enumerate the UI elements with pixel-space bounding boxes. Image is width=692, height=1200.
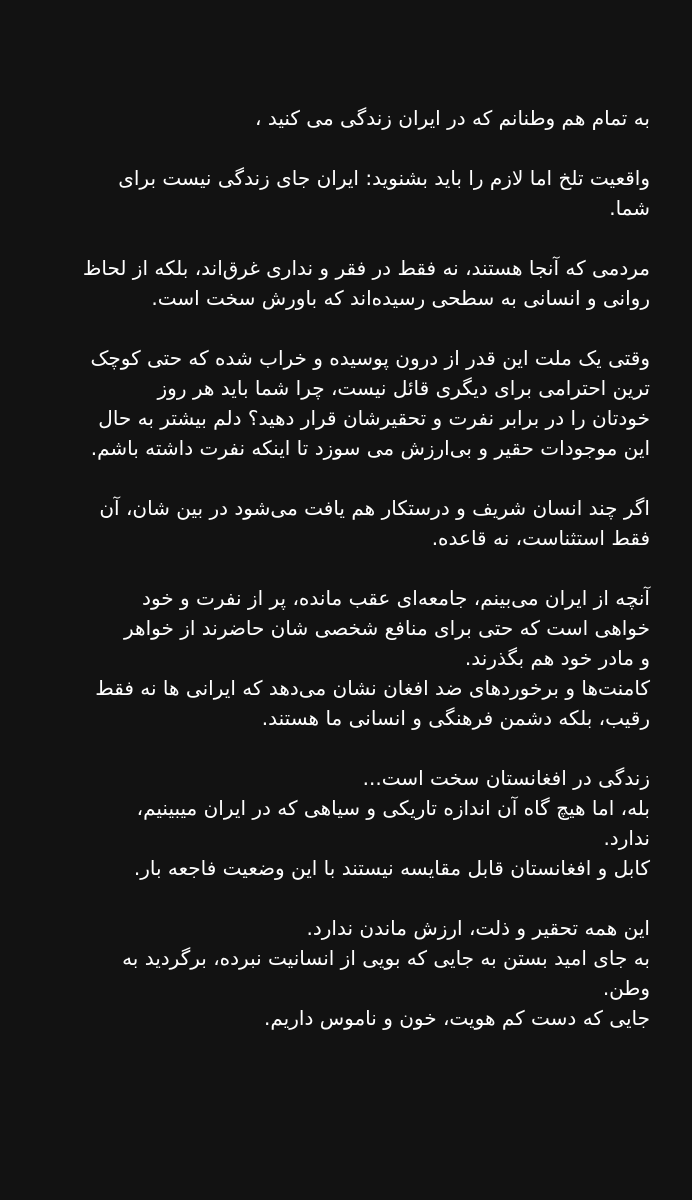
text-line: زندگی در افغانستان سخت است... (362, 766, 650, 790)
text-line: رقیب، بلکه دشمن فرهنگی و انسانی ما هستند. (261, 706, 650, 730)
text-line: کامنت‌ها و برخوردهای ضد افغان نشان می‌دهد که ایرانی ها نه فقط (95, 676, 650, 700)
text-line: ترین احترامی برای دیگری قائل نیست، چرا شما باید هر روز (157, 376, 650, 400)
text-line: روانی و انسانی به سطحی رسیده‌اند که باورش سخت است. (151, 286, 650, 310)
text-line: بله، اما هیچ گاه آن اندازه تاریکی و سیاهی که در ایران میبینیم، (136, 796, 650, 820)
text-line: کابل و افغانستان قابل مقایسه نیستند با این وضعیت فاجعه بار. (133, 856, 650, 880)
paragraph-greeting (50, 103, 650, 133)
text-line: آنچه از ایران می‌بینم، جامعه‌ای عقب مانده، پر از نفرت و خود (142, 586, 650, 610)
text-line: خودتان را در برابر نفرت و تحقیرشان قرار دهید؟ دلم بیشتر به حال (98, 406, 650, 430)
paragraph-people (50, 253, 650, 313)
text-line: جایی که دست کم هویت، خون و ناموس داریم. (264, 1006, 650, 1030)
text-line: به تمام هم وطنانم که در ایران زندگی می کنید ، (255, 106, 650, 130)
text-line: شما. (609, 196, 650, 220)
text-line: مردمی که آنجا هستند، نه فقط در فقر و نداری غرق‌اند، بلکه از لحاظ (82, 256, 650, 280)
paragraph-society (50, 583, 650, 733)
text-line: وطن. (602, 976, 650, 1000)
paragraph-return (50, 913, 650, 1033)
text-line: ندارد. (603, 826, 650, 850)
text-line: اگر چند انسان شریف و درستکار هم یافت می‌شود در بین شان، آن (99, 496, 650, 520)
text-line: خواهی است که حتی برای منافع شخصی شان حاضرند از خواهر (124, 616, 650, 640)
text-line: این همه تحقیر و ذلت، ارزش ماندن ندارد. (306, 916, 650, 940)
text-line: فقط استثناست، نه قاعده. (431, 526, 650, 550)
text-line: این موجودات حقیر و بی‌ارزش می سوزد تا اینکه نفرت داشته باشم. (90, 436, 650, 460)
paragraph-nation (50, 343, 650, 463)
paragraph-exception (50, 493, 650, 553)
text-line: به جای امید بستن به جایی که بویی از انسانیت نبرده، برگردید به (122, 946, 650, 970)
text-line: و مادر خود هم بگذرند. (464, 646, 650, 670)
text-line: واقعیت تلخ اما لازم را باید بشنوید: ایران جای زندگی نیست برای (118, 166, 650, 190)
paragraph-reality (50, 163, 650, 223)
text-line: وقتی یک ملت این قدر از درون پوسیده و خراب شده که حتی کوچک (90, 346, 650, 370)
story-text (50, 103, 650, 1063)
paragraph-afghanistan (50, 763, 650, 883)
